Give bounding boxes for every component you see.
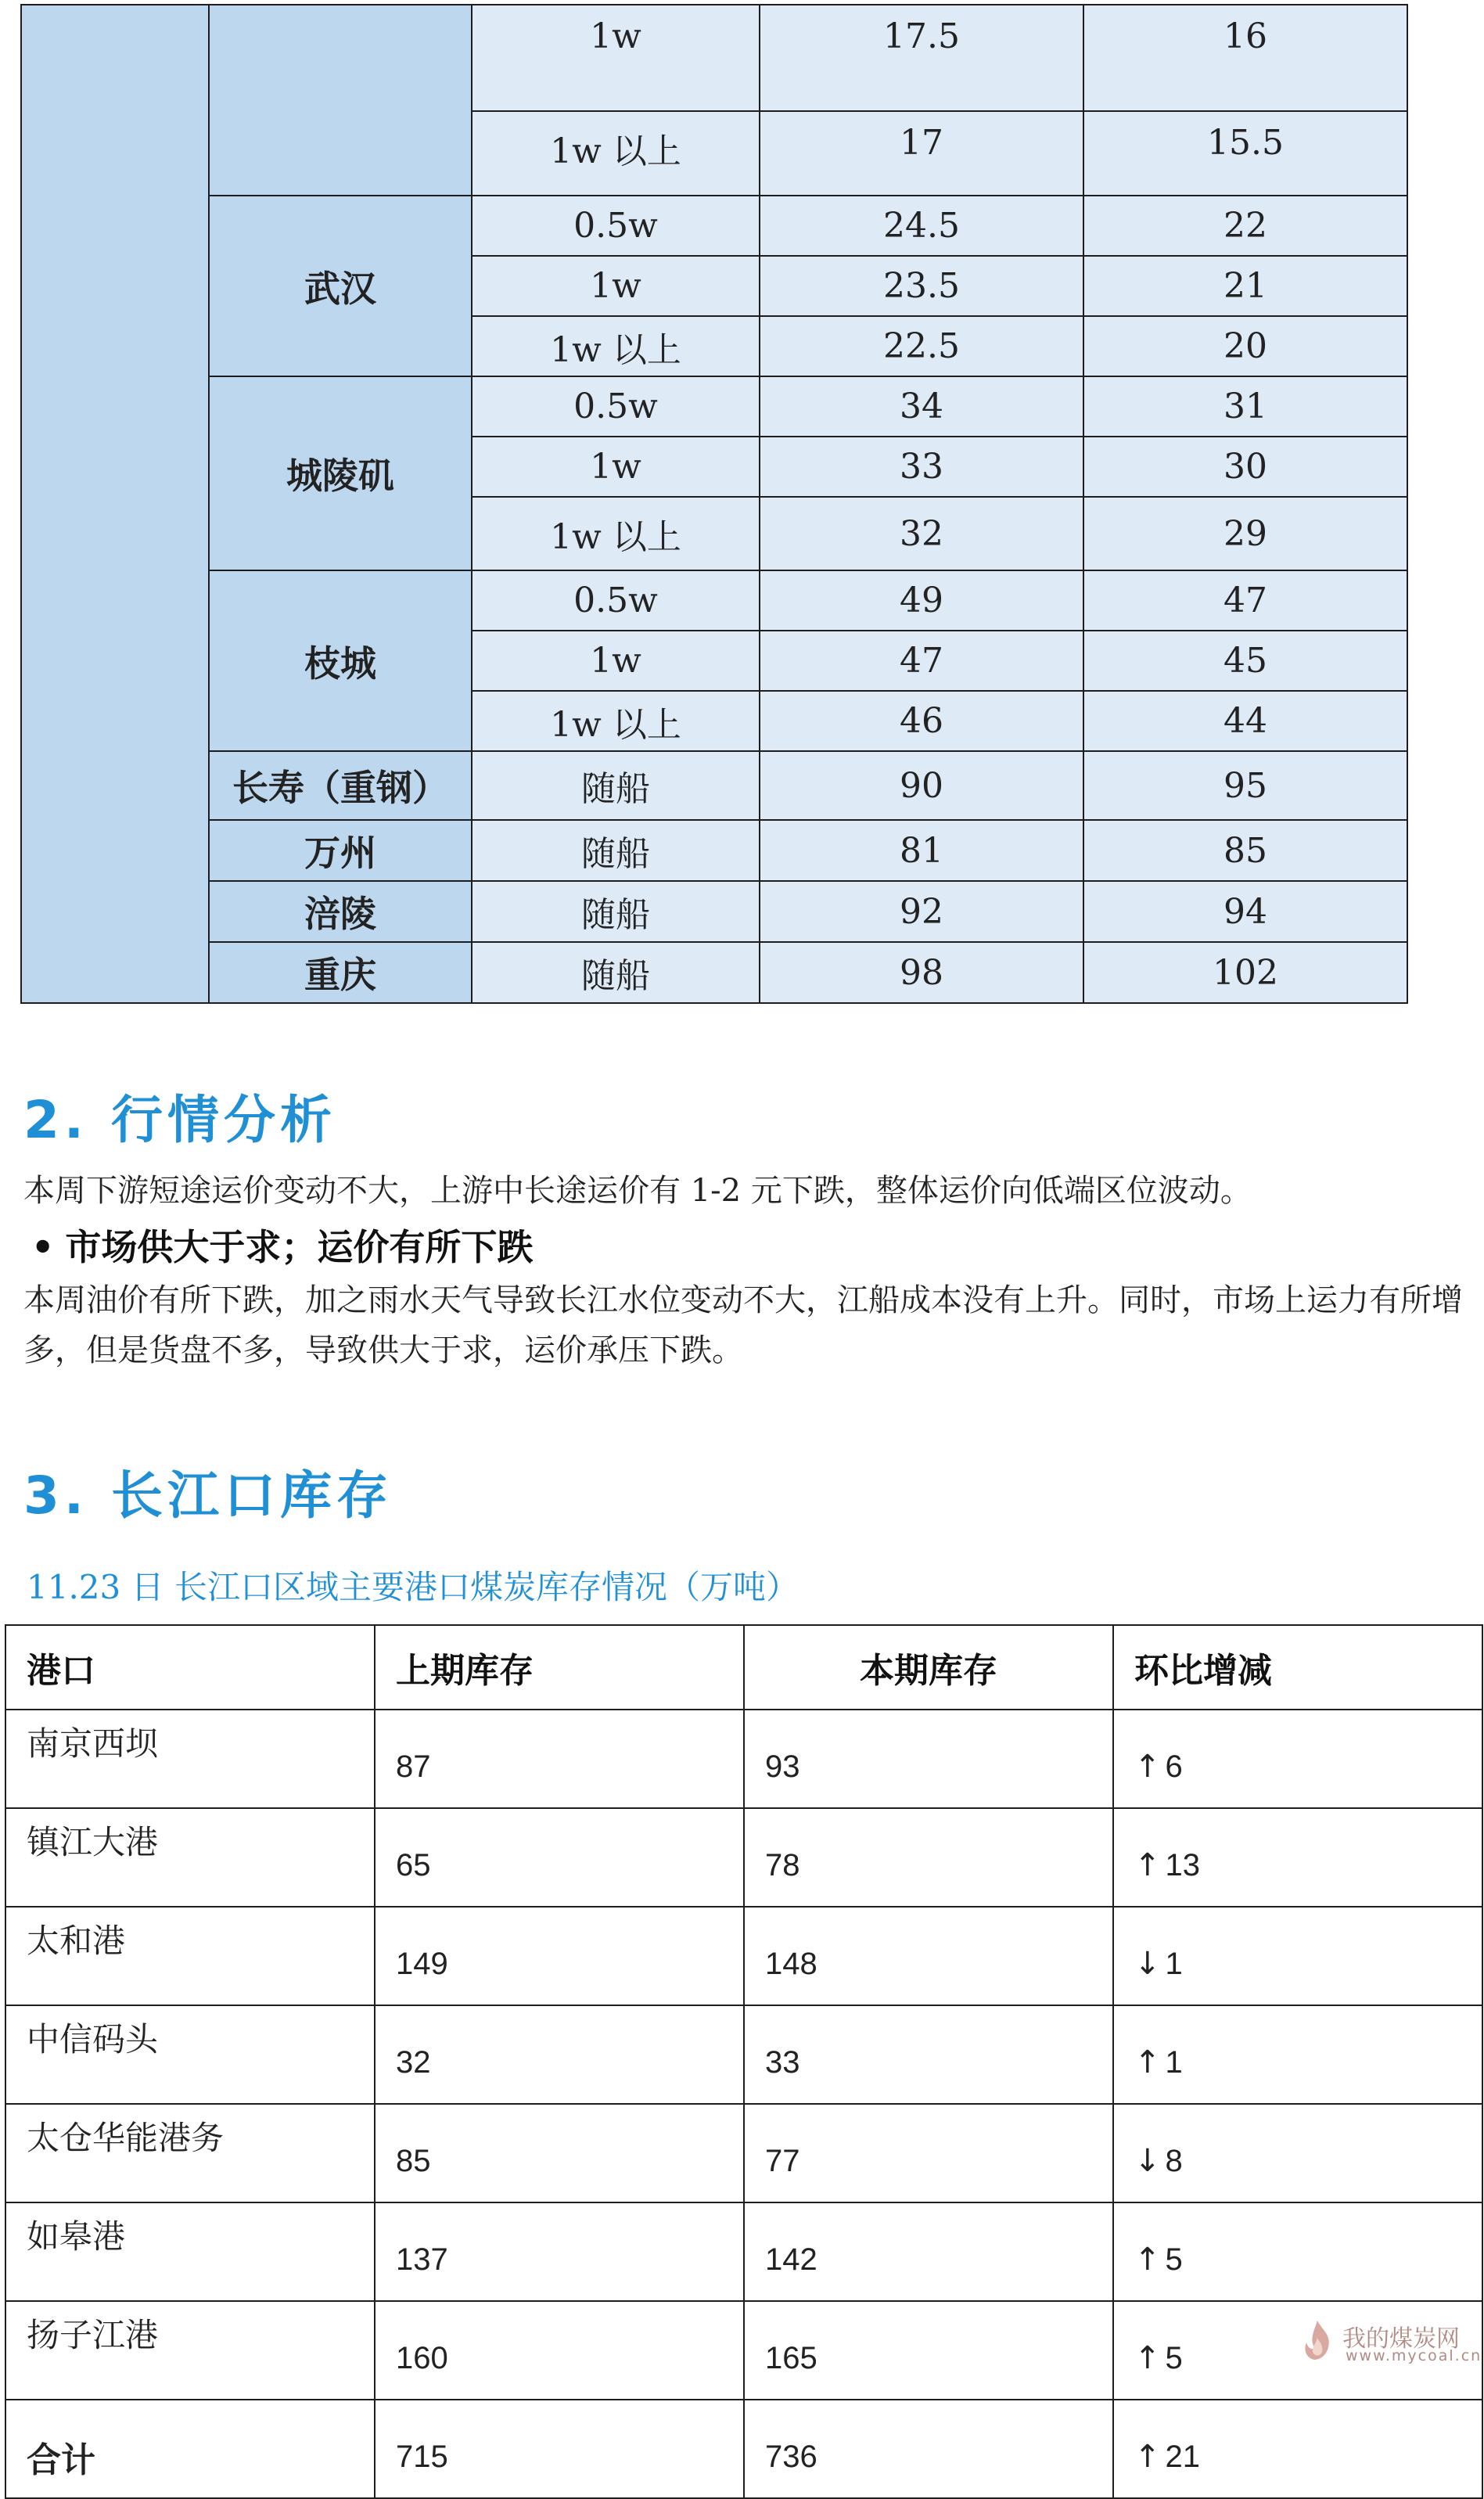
inventory-row <box>5 1907 1482 2005</box>
tonnage-cell: 1w <box>472 437 760 497</box>
curr-rate-cell: 94 <box>1083 881 1407 942</box>
freight-row <box>21 942 1407 1003</box>
prev-rate-cell: 23.5 <box>760 256 1083 316</box>
inventory-prev-stock: 87 <box>375 1710 744 1808</box>
prev-rate-cell: 22.5 <box>760 316 1083 376</box>
destination-port-cell: 涪陵 <box>209 881 472 942</box>
watermark-url: www.mycoal.cn <box>1346 2347 1482 2364</box>
watermark-site-name: 我的煤炭网 <box>1342 2325 1460 2353</box>
inventory-port-name: 太和港 <box>5 1907 375 2005</box>
inventory-change <box>1113 1710 1482 1808</box>
inventory-curr-stock: 78 <box>744 1808 1113 1907</box>
change-value: 1 <box>1165 2045 1183 2080</box>
inventory-change <box>1113 1907 1482 2005</box>
prev-rate-cell: 81 <box>760 820 1083 881</box>
prev-rate-cell: 24.5 <box>760 196 1083 256</box>
inventory-change <box>1113 2202 1482 2301</box>
flame-logo-icon <box>1299 2317 1336 2363</box>
freight-row <box>21 881 1407 942</box>
inventory-change <box>1113 2400 1482 2498</box>
prev-rate-cell: 17.5 <box>760 5 1083 111</box>
inventory-prev-stock: 160 <box>375 2301 744 2400</box>
inventory-row <box>5 2301 1482 2400</box>
prev-rate-cell: 47 <box>760 631 1083 691</box>
inventory-curr-stock: 33 <box>744 2005 1113 2104</box>
inventory-prev-stock: 715 <box>375 2400 744 2498</box>
freight-row <box>21 5 1407 111</box>
inventory-row <box>5 2104 1482 2202</box>
curr-rate-cell: 102 <box>1083 942 1407 1003</box>
freight-row <box>21 376 1407 437</box>
inventory-port-name: 镇江大港 <box>5 1808 375 1907</box>
inventory-port-name: 南京西坝 <box>5 1710 375 1808</box>
header-curr-stock: 本期库存 <box>744 1625 1113 1710</box>
inventory-port-name: 中信码头 <box>5 2005 375 2104</box>
inventory-curr-stock: 736 <box>744 2400 1113 2498</box>
inventory-change <box>1113 2104 1482 2202</box>
inventory-table <box>5 1624 1483 2499</box>
prev-rate-cell: 49 <box>760 570 1083 631</box>
inventory-prev-stock: 65 <box>375 1808 744 1907</box>
tonnage-cell: 随船 <box>472 942 760 1003</box>
change-value: 21 <box>1165 2440 1201 2474</box>
tonnage-cell: 1w 以上 <box>472 497 760 570</box>
curr-rate-cell: 45 <box>1083 631 1407 691</box>
tonnage-cell: 随船 <box>472 820 760 881</box>
tonnage-cell: 0.5w <box>472 376 760 437</box>
tonnage-cell: 随船 <box>472 881 760 942</box>
arrow-down-icon: ↓ <box>1134 2143 1161 2179</box>
curr-rate-cell: 95 <box>1083 751 1407 820</box>
header-port: 港口 <box>5 1625 375 1710</box>
curr-rate-cell: 15.5 <box>1083 111 1407 196</box>
prev-rate-cell: 98 <box>760 942 1083 1003</box>
inventory-port-name: 合计 <box>5 2400 375 2498</box>
prev-rate-cell: 92 <box>760 881 1083 942</box>
curr-rate-cell: 44 <box>1083 691 1407 751</box>
arrow-up-icon: ↑ <box>1134 1749 1161 1785</box>
prev-rate-cell: 17 <box>760 111 1083 196</box>
inventory-prev-stock: 32 <box>375 2005 744 2104</box>
prev-rate-cell: 34 <box>760 376 1083 437</box>
tonnage-cell: 1w 以上 <box>472 691 760 751</box>
bullet-heading-supply-demand <box>31 1219 533 1271</box>
market-detail-paragraph: 本周油价有所下跌，加之雨水天气导致长江水位变动不大，江船成本没有上升。同时，市场上运力有所增多，但是货盘不多，导致供大于求，运价承压下跌。 <box>23 1282 1463 1368</box>
curr-rate-cell: 16 <box>1083 5 1407 111</box>
curr-rate-cell: 20 <box>1083 316 1407 376</box>
inventory-curr-stock: 142 <box>744 2202 1113 2301</box>
inventory-prev-stock: 85 <box>375 2104 744 2202</box>
destination-port-cell: 武汉 <box>209 196 472 376</box>
inventory-row <box>5 2202 1482 2301</box>
inventory-prev-stock: 137 <box>375 2202 744 2301</box>
inventory-curr-stock: 148 <box>744 1907 1113 2005</box>
inventory-change <box>1113 2005 1482 2104</box>
inventory-header-row <box>5 1625 1482 1710</box>
change-value: 5 <box>1165 2341 1183 2375</box>
prev-rate-cell: 90 <box>760 751 1083 820</box>
destination-port-cell: 长寿（重钢） <box>209 751 472 820</box>
change-value: 13 <box>1165 1848 1201 1882</box>
watermark-logo <box>1299 2317 1482 2364</box>
header-change: 环比增减 <box>1113 1625 1482 1710</box>
tonnage-cell: 1w <box>472 5 760 111</box>
arrow-up-icon: ↑ <box>1134 2242 1161 2278</box>
inventory-change <box>1113 1808 1482 1907</box>
tonnage-cell: 随船 <box>472 751 760 820</box>
market-summary-paragraph: 本周下游短途运价变动不大，上游中长途运价有 1-2 元下跌，整体运价向低端区位波动。 <box>23 1173 1252 1209</box>
tonnage-cell: 1w <box>472 256 760 316</box>
inventory-port-name: 扬子江港 <box>5 2301 375 2400</box>
inventory-port-name: 太仓华能港务 <box>5 2104 375 2202</box>
arrow-down-icon: ↓ <box>1134 1946 1161 1982</box>
freight-row <box>21 570 1407 631</box>
arrow-up-icon: ↑ <box>1134 2044 1161 2080</box>
prev-rate-cell: 46 <box>760 691 1083 751</box>
inventory-table-caption: 11.23 日 长江口区域主要港口煤炭库存情况（万吨） <box>27 1568 799 1606</box>
arrow-up-icon: ↑ <box>1134 2439 1161 2475</box>
destination-port-cell: 枝城 <box>209 570 472 751</box>
curr-rate-cell: 29 <box>1083 497 1407 570</box>
tonnage-cell: 1w 以上 <box>472 111 760 196</box>
destination-port-cell <box>209 5 472 196</box>
inventory-total-row <box>5 2400 1482 2498</box>
tonnage-cell: 1w <box>472 631 760 691</box>
freight-table-body <box>21 5 1407 1003</box>
inventory-row <box>5 1808 1482 1907</box>
tonnage-cell: 0.5w <box>472 196 760 256</box>
inventory-prev-stock: 149 <box>375 1907 744 2005</box>
prev-rate-cell: 32 <box>760 497 1083 570</box>
inventory-row <box>5 1710 1482 1808</box>
change-value: 1 <box>1165 1947 1183 1981</box>
header-prev-stock: 上期库存 <box>375 1625 744 1710</box>
inventory-row <box>5 2005 1482 2104</box>
destination-port-cell: 万州 <box>209 820 472 881</box>
curr-rate-cell: 30 <box>1083 437 1407 497</box>
section-heading-yangtze-inventory: 3. 长江口库存 <box>23 1465 393 1526</box>
prev-rate-cell: 33 <box>760 437 1083 497</box>
curr-rate-cell: 21 <box>1083 256 1407 316</box>
inventory-curr-stock: 77 <box>744 2104 1113 2202</box>
destination-port-cell: 重庆 <box>209 942 472 1003</box>
tonnage-cell: 1w 以上 <box>472 316 760 376</box>
change-value: 6 <box>1165 1749 1183 1784</box>
bullet-dot: • <box>31 1226 55 1268</box>
curr-rate-cell: 85 <box>1083 820 1407 881</box>
curr-rate-cell: 22 <box>1083 196 1407 256</box>
inventory-port-name: 如皋港 <box>5 2202 375 2301</box>
freight-row <box>21 820 1407 881</box>
curr-rate-cell: 47 <box>1083 570 1407 631</box>
freight-row <box>21 751 1407 820</box>
freight-row <box>21 196 1407 256</box>
bullet-heading-text: 市场供大于求；运价有所下跌 <box>65 1226 534 1268</box>
section-heading-market-analysis: 2. 行情分析 <box>23 1090 336 1150</box>
inventory-curr-stock: 165 <box>744 2301 1113 2400</box>
destination-port-cell: 城陵矶 <box>209 376 472 570</box>
freight-rate-table <box>20 4 1408 1004</box>
route-group-cell <box>21 5 209 1003</box>
inventory-table-body <box>5 1710 1482 2498</box>
arrow-up-icon: ↑ <box>1134 2340 1161 2376</box>
inventory-curr-stock: 93 <box>744 1710 1113 1808</box>
change-value: 5 <box>1165 2242 1183 2277</box>
change-value: 8 <box>1165 2144 1183 2178</box>
curr-rate-cell: 31 <box>1083 376 1407 437</box>
tonnage-cell: 0.5w <box>472 570 760 631</box>
arrow-up-icon: ↑ <box>1134 1847 1161 1883</box>
